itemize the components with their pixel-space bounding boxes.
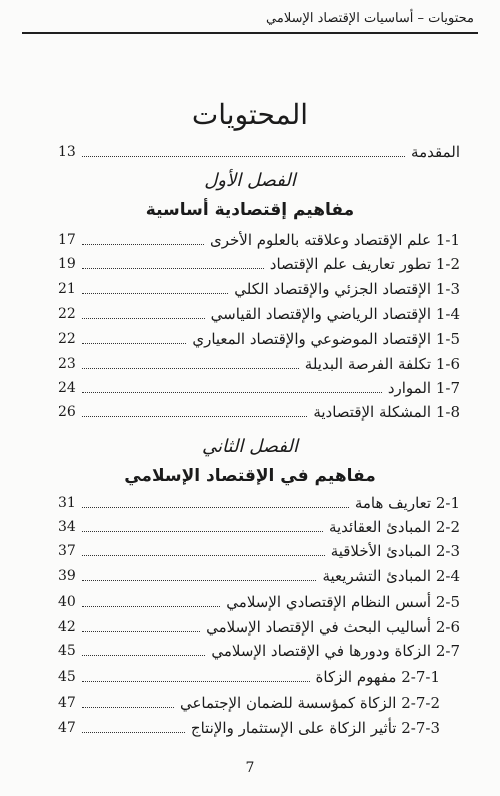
toc-page-number: 42 bbox=[58, 619, 76, 635]
toc-entry-text: 1-4 الإقتصاد الرياضي والإقتصاد القياسي bbox=[210, 305, 460, 323]
toc-entry[interactable] bbox=[58, 279, 460, 299]
toc-entry[interactable] bbox=[58, 254, 460, 274]
page-title: المحتويات bbox=[191, 98, 309, 131]
chapter-2-label: الفصل الثاني bbox=[202, 436, 298, 457]
chapter-1-label: الفصل الأول bbox=[204, 170, 296, 191]
toc-leader-dots bbox=[82, 268, 264, 269]
toc-entry-introduction[interactable] bbox=[58, 142, 460, 162]
toc-page-number: 24 bbox=[58, 380, 76, 396]
toc-entry[interactable] bbox=[58, 617, 460, 637]
toc-leader-dots bbox=[82, 707, 174, 708]
toc-leader-dots bbox=[82, 244, 204, 245]
toc-entry[interactable] bbox=[58, 517, 460, 537]
toc-entry-text: 1-1 علم الإقتصاد وعلاقته بالعلوم الأخرى bbox=[209, 231, 460, 249]
toc-page-number: 47 bbox=[58, 695, 76, 711]
toc-leader-dots bbox=[82, 343, 187, 344]
toc-page-number: 23 bbox=[58, 356, 76, 372]
toc-page-number: 13 bbox=[58, 144, 76, 160]
toc-page-number: 17 bbox=[58, 232, 76, 248]
toc-leader-dots bbox=[82, 507, 349, 508]
toc-leader-dots bbox=[82, 531, 323, 532]
toc-page-number: 26 bbox=[58, 404, 76, 420]
toc-page-number: 22 bbox=[58, 306, 76, 322]
toc-page-number: 40 bbox=[58, 594, 76, 610]
toc-subentry[interactable] bbox=[58, 718, 440, 738]
toc-leader-dots bbox=[82, 293, 228, 294]
toc-leader-dots bbox=[82, 156, 405, 157]
toc-leader-dots bbox=[82, 416, 308, 417]
header-text: محتويات – أساسيات الإقتصاد الإسلامي bbox=[266, 11, 474, 26]
toc-entry-text: 1-2 تطور تعاريف علم الإقتصاد bbox=[269, 255, 460, 273]
toc-leader-dots bbox=[82, 655, 206, 656]
toc-entry-text: 1-8 المشكلة الإقتصادية bbox=[313, 403, 460, 421]
page-number: 7 bbox=[245, 760, 255, 776]
toc-entry-text: 1-3 الإقتصاد الجزئي والإقتصاد الكلي bbox=[234, 280, 460, 298]
toc-page-number: 45 bbox=[58, 669, 76, 685]
toc-entry-text: 2-1 تعاريف هامة bbox=[354, 494, 460, 512]
toc-page-number: 21 bbox=[58, 281, 76, 297]
toc-subentry[interactable] bbox=[58, 693, 440, 713]
toc-leader-dots bbox=[82, 392, 382, 393]
toc-entry[interactable] bbox=[58, 641, 460, 661]
toc-entry[interactable] bbox=[58, 378, 460, 398]
toc-page-number: 39 bbox=[58, 568, 76, 584]
toc-entry-text: 1-7 الموارد bbox=[387, 379, 460, 397]
toc-entry-text: 2-7-3 تأثير الزكاة على الإستثمار والإنتاج bbox=[190, 719, 440, 737]
toc-page-number: 37 bbox=[58, 543, 76, 559]
toc-entry[interactable] bbox=[58, 541, 460, 561]
toc-subentry[interactable] bbox=[58, 667, 440, 687]
toc-page-number: 19 bbox=[58, 256, 76, 272]
toc-entry-text: 2-2 المبادئ العقائدية bbox=[328, 518, 460, 536]
toc-entry-text: 2-7-2 الزكاة كمؤسسة للضمان الإجتماعي bbox=[179, 694, 440, 712]
toc-entry-text: 2-6 أساليب البحث في الإقتصاد الإسلامي bbox=[206, 618, 460, 636]
toc-entry-text: 2-4 المبادئ التشريعية bbox=[322, 567, 460, 585]
chapter-2-title: مفاهيم في الإقتصاد الإسلامي bbox=[124, 466, 376, 486]
toc-entry[interactable] bbox=[58, 592, 460, 612]
toc-leader-dots bbox=[82, 555, 325, 556]
toc-page-number: 31 bbox=[58, 495, 76, 511]
toc-entry-text: 2-7-1 مفهوم الزكاة bbox=[315, 668, 440, 686]
toc-page-number: 22 bbox=[58, 331, 76, 347]
toc-entry[interactable] bbox=[58, 566, 460, 586]
toc-entry[interactable] bbox=[58, 304, 460, 324]
toc-leader-dots bbox=[82, 606, 220, 607]
toc-leader-dots bbox=[82, 631, 200, 632]
toc-entry[interactable] bbox=[58, 354, 460, 374]
toc-page-number: 34 bbox=[58, 519, 76, 535]
toc-entry[interactable] bbox=[58, 493, 460, 513]
toc-entry-text: 2-5 أسس النظام الإقتصادي الإسلامي bbox=[226, 593, 460, 611]
toc-leader-dots bbox=[82, 368, 299, 369]
toc-leader-dots bbox=[82, 580, 317, 581]
toc-leader-dots bbox=[82, 732, 185, 733]
toc-leader-dots bbox=[82, 318, 205, 319]
toc-leader-dots bbox=[82, 681, 310, 682]
chapter-1-title: مفاهيم إقتصادية أساسية bbox=[145, 200, 355, 220]
toc-entry[interactable] bbox=[58, 329, 460, 349]
toc-entry-text: 2-3 المبادئ الأخلاقية bbox=[330, 542, 460, 560]
toc-entry[interactable] bbox=[58, 230, 460, 250]
toc-entry-text: المقدمة bbox=[411, 143, 460, 161]
toc-entry-text: 1-5 الإقتصاد الموضوعي والإقتصاد المعياري bbox=[192, 330, 460, 348]
toc-entry-text: 2-7 الزكاة ودورها في الإقتصاد الإسلامي bbox=[211, 642, 460, 660]
toc-entry-text: 1-6 تكلفة الفرصة البديلة bbox=[304, 355, 460, 373]
toc-page-number: 45 bbox=[58, 643, 76, 659]
toc-entry[interactable] bbox=[58, 402, 460, 422]
toc-page-number: 47 bbox=[58, 720, 76, 736]
running-header bbox=[22, 8, 478, 34]
